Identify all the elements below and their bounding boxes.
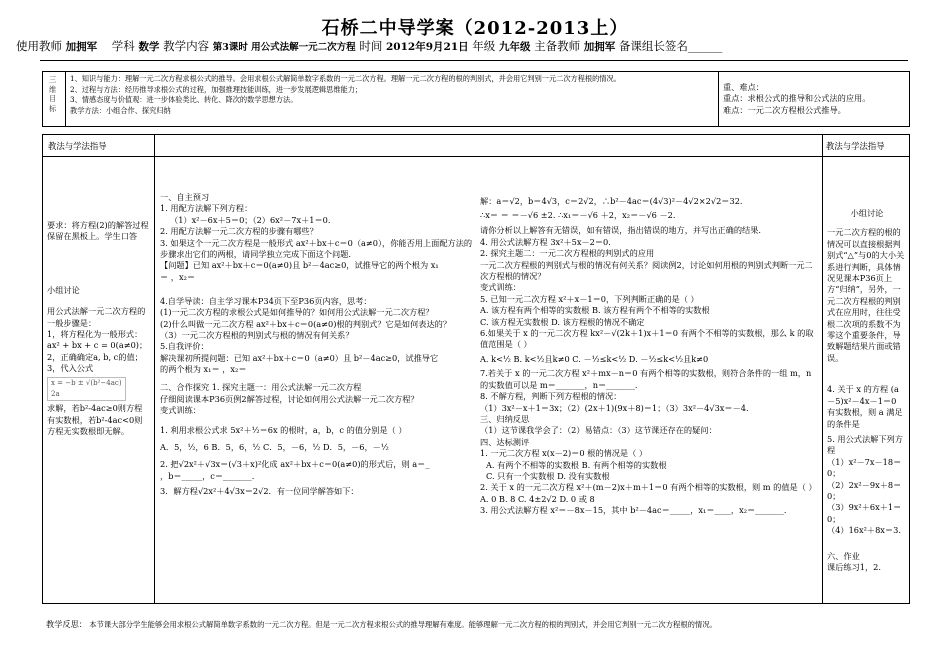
right-discriminant-note: 一元二次方程的根的情况可以直接根据判别式“△”与0的大小关系进行判断，具体情况见课本P36页上方“归纳”，另外，一元二次方程根的判别式在应用时，往往受根二次项的系数不为零这个重要条件，导致解题结果片面或错误。 xyxy=(827,227,905,363)
page-title: 石桥二中导学案（2012-2013上） xyxy=(321,18,629,39)
right-exercise-4: 4. 关于 x 的方程 (a－5)x²－4x－1＝0 有实数根，则 a 满足的条件是 xyxy=(827,384,903,429)
self-study-q3: （3）一元二次方程根的判别式与根的情况有何关系？ xyxy=(160,330,354,341)
left-column xyxy=(47,220,150,438)
objective-knowledge: 1、知识与能力：理解一元二次方程求根公式的推导。会用求根公式解简单数字系数的一元二次方程。理解一元二次方程的根的判别式，并会用它判别一元二次方程根的情况。 xyxy=(70,74,621,83)
teaching-reflection xyxy=(46,619,916,631)
left-column-header: 教法与学法指导 xyxy=(48,141,107,151)
keypoints-cell xyxy=(718,71,910,127)
self-study: 4.自学导读：自主学习课本P34页下至P36页内容，思考： xyxy=(160,295,372,306)
solution-analysis: 请你分析以上解答有无错误，如有错误，指出错误的地方，并写出正确的结果. xyxy=(480,225,761,236)
teacher-name: 加拥军 xyxy=(65,41,98,53)
left-steps: 用公式法解一元二次方程的一般步骤是： 1，将方程化为一般形式：ax² + bx + c = 0(a≠0)； 2，正确确定a, b, c的值； 3，代入公式 xyxy=(47,306,148,374)
teaching-method: 教学方法：小组合作、探究归纳 xyxy=(70,105,171,115)
right-group-discussion: 小组讨论 xyxy=(850,208,884,218)
exercise-1-options: A．5，½，6 B．5，6，½ C．5，－6，½ D．5，－6，－½ xyxy=(160,441,389,452)
main-teacher-value: 加拥军 xyxy=(583,41,616,53)
self-evaluation: 5.自我评价： xyxy=(160,341,209,352)
left-formula xyxy=(47,377,150,402)
objectives-cell xyxy=(65,71,719,127)
preview-q1-equations: （1）x²－6x＋5＝0；（2）6x²－7x＋1＝0. xyxy=(170,214,331,225)
subject-label: 学科 xyxy=(111,39,135,53)
difficult-point: 难点：一元二次方程根公式推导。 xyxy=(723,104,846,115)
exercise-3: 3．解方程√2x²＋4√3x＝2√2．有一位同学解答如下： xyxy=(160,486,359,497)
keypoints-title: 重、难点： xyxy=(723,82,764,92)
right-column xyxy=(827,208,907,573)
header-row-rule xyxy=(42,156,910,157)
reflection-label: 教学反思： xyxy=(46,619,87,629)
exercise-5: 5. 已知一元二次方程 x²＋x－1＝0，下列判断正确的是（ ） xyxy=(480,293,699,304)
main-teacher-label: 主备教师 xyxy=(534,39,581,53)
assessment-1-options-cd: C. 只有一个实数根 D. 没有实数根 xyxy=(486,470,610,481)
content-label: 教学内容 xyxy=(163,39,210,53)
objectives-label-cell xyxy=(42,71,66,127)
right-column-header: 教法与学法指导 xyxy=(826,141,885,151)
exercise-8-equations: （1）3x²－x＋1＝3x；（2）(2x＋1)(9x＋8)＝1；（3）3x²－4√3x＝－4. xyxy=(480,402,749,413)
middle-column-a xyxy=(160,192,480,498)
preview-problem-roots xyxy=(160,272,480,290)
preview-heading: 一、自主预习 xyxy=(160,192,210,202)
preview-problem: 【问题】已知 ax²＋bx＋c＝0(a≠0)且 b²－4ac≥0，试推导它的两个根为 x₁ xyxy=(160,260,439,271)
grade-value: 九年级 xyxy=(498,41,531,53)
preview-q2: 2. 用配方法解一元二次方程的步骤有哪些？ xyxy=(160,226,318,237)
self-study-q1: (1)一元二次方程的求根公式是如何推导的？如何用公式法解一元二次方程？ xyxy=(160,307,434,318)
explore-topic-2: 2. 探究主题二：一元二次方程根的判别式的应用 xyxy=(480,248,655,259)
left-group-discussion: 小组讨论 xyxy=(47,284,80,295)
sign-label: 备课组长签名______ xyxy=(618,39,723,53)
self-study-q2: (2)什么叫做一元二次方程 ax²＋bx＋c＝0(a≠0)根的判别式？它是如何表达的？ xyxy=(160,318,452,329)
explore-topic-2-question: 一元二次方程根的判别式与根的情况有何关系？阅读例2，讨论如何用根的判别式判断一元二次方程根的情况？ xyxy=(480,259,813,282)
solution-given: 解：a＝√2，b＝4√3，c＝2√2，∴b²－4ac＝(4√3)²－4√2×2√2＝32. xyxy=(480,196,743,206)
left-solve-note: 求解，若b²-4ac≥0则方程有实数根，若b²-4ac<0则方程无实数根即无解。 xyxy=(47,403,143,437)
objectives-label: 三维目标 xyxy=(49,75,57,113)
middle-column-b xyxy=(480,196,818,517)
variant-training-2: 变式训练： xyxy=(480,282,521,293)
objective-attitude: 3、情感态度与价值观：进一步体验类比、转化、降次的数学思想方法。 xyxy=(70,95,298,105)
right-exercise-5: 5. 用公式法解下列方程 xyxy=(827,433,903,456)
roots-text: ＝ ，x₂＝ xyxy=(160,271,196,282)
col-divider-right xyxy=(822,134,823,604)
assessment-heading: 四、达标测评 xyxy=(480,436,530,447)
objective-process: 2、过程与方法：经历推导求根公式的过程，加强推理技能训练，进一步发展逻辑思维能力； xyxy=(70,84,363,94)
teacher-label: 使用教师 xyxy=(16,39,62,53)
assessment-2: 2. 关于 x 的一元二次方程 x²＋(m－2)x＋m＋1＝0 有两个相等的实数根，则 m 的值是（ ）A. 0 B. 8 C. 4±2√2 D. 0 或 8 xyxy=(480,482,817,504)
preview-q3: 3. 如果这个一元二次方程是一般形式 ax²＋bx＋c＝0（a≠0），你能否用上面配方法的步骤求出它们的两根，请同学独立完成下面这个问题. xyxy=(160,237,473,260)
exercise-8: 8. 不解方程，判断下列方程根的情况： xyxy=(480,391,622,402)
assessment-1-options-ab: A. 有两个不相等的实数根 B. 有两个相等的实数根 xyxy=(486,459,667,470)
quadratic-formula-icon: x = −b ± √(b²−4ac) 2a xyxy=(47,377,126,402)
grade-label: 年级 xyxy=(472,39,496,53)
left-requirement: 要求：将方程(2)的解答过程保留在黑板上。学生口答 xyxy=(47,220,149,242)
header-rule xyxy=(40,60,908,61)
exercise-7: 7.若关于 x 的一元二次方程 x²＋mx－n＝0 有两个相等的实数根，则符合条件的一组 m，n 的实数值可以是 m＝_______，n＝_______. xyxy=(480,368,812,390)
exercise-2: 2. 把√2x²＋√3x＝(√3＋x)²化成 ax²＋bx＋c＝0(a≠0)的形式后，则 a＝_ xyxy=(160,459,430,470)
reflection-prompts: （1）这节课我学会了：（2）易错点：（3）这节课还存在的疑问： xyxy=(480,425,717,436)
exercise-5-options-ab: A. 该方程有两个相等的实数根 B. 该方程有两个不相等的实数根 xyxy=(480,305,710,316)
lesson-value: 第3课时 用公式法解一元二次方程 xyxy=(212,42,356,53)
variant-training-1: 变式训练： xyxy=(160,405,201,416)
col-divider-left xyxy=(154,134,155,604)
self-evaluation-problem: 解决课初所提问题：已知 ax²＋bx＋c＝0（a≠0）且 b²－4ac≥0，试推导它 xyxy=(160,352,439,363)
exercise-4: 4. 用公式法解方程 3x²＋5x－2＝0. xyxy=(480,236,611,247)
assessment-1: 1. 一元二次方程 x(x－2)＝0 根的情况是（ ） xyxy=(480,448,648,459)
cooperative-instruction: 仔细阅读课本P36页例2解答过程，讨论如何用公式法解一元二次方程？ xyxy=(160,393,419,404)
reflection-heading: 三、归纳反思 xyxy=(480,413,530,424)
date-value: 2012年9月21日 xyxy=(385,41,469,53)
reflection-text: 本节课大部分学生能够会用求根公式解简单数字系数的一元二次方程。但是一元二次方程求根公式的推导理解有难度。能够理解一元二次方程的根的判别式，并会用它判别一元二次方程根的情况。 xyxy=(89,620,717,629)
right-exercise-5-equations: （1）x²－7x－18＝0； （2）2x²－9x＋8＝0； （3）9x²＋6x＋1＝0； （4）16x²＋8x＝3. xyxy=(827,456,902,536)
cooperative-heading: 二、合作探究 1. 探究主题一：用公式法解一元二次方程 xyxy=(160,382,362,393)
subject-value: 数学 xyxy=(138,41,160,53)
solution-roots: ∴x＝ ＝ ＝－√6 ±2. ∴x₁＝－√6 ＋2，x₂＝－√6 －2. xyxy=(480,210,676,221)
self-evaluation-roots: 的两个根为 x₁＝ ，x₂＝ xyxy=(160,364,247,375)
right-homework: 六、作业 课后练习1，2. xyxy=(827,550,881,572)
exercise-6: 6.如果关于 x 的一元二次方程 kx²－√(2k＋1)x＋1＝0 有两个不相等的实数根，那么 k 的取值范围是（ ） xyxy=(480,328,814,350)
preview-q1: 1. 用配方法解下列方程： xyxy=(160,203,253,214)
exercise-6-options: A. k<½ B. k<½且k≠0 C. －½≤k<½ D. －½≤k<½且k≠0 xyxy=(480,353,709,364)
assessment-3: 3. 用公式法解方程 x²＝－8x－15，其中 b²－4ac＝_____，x₁＝____，x₂＝_______. xyxy=(480,505,787,516)
time-label: 时间 xyxy=(359,39,383,53)
exercise-1: 1. 利用求根公式求 5x²＋½＝6x 的根时，a，b，c 的值分别是（ ） xyxy=(160,424,407,435)
exercise-5-options-cd: C. 该方程无实数根 D. 该方程根的情况不确定 xyxy=(480,316,645,327)
exercise-2-blanks: ，b＝_____，c＝_______. xyxy=(160,470,255,481)
key-point: 重点：求根公式的推导和公式法的应用。 xyxy=(723,93,871,104)
info-line xyxy=(16,38,722,54)
